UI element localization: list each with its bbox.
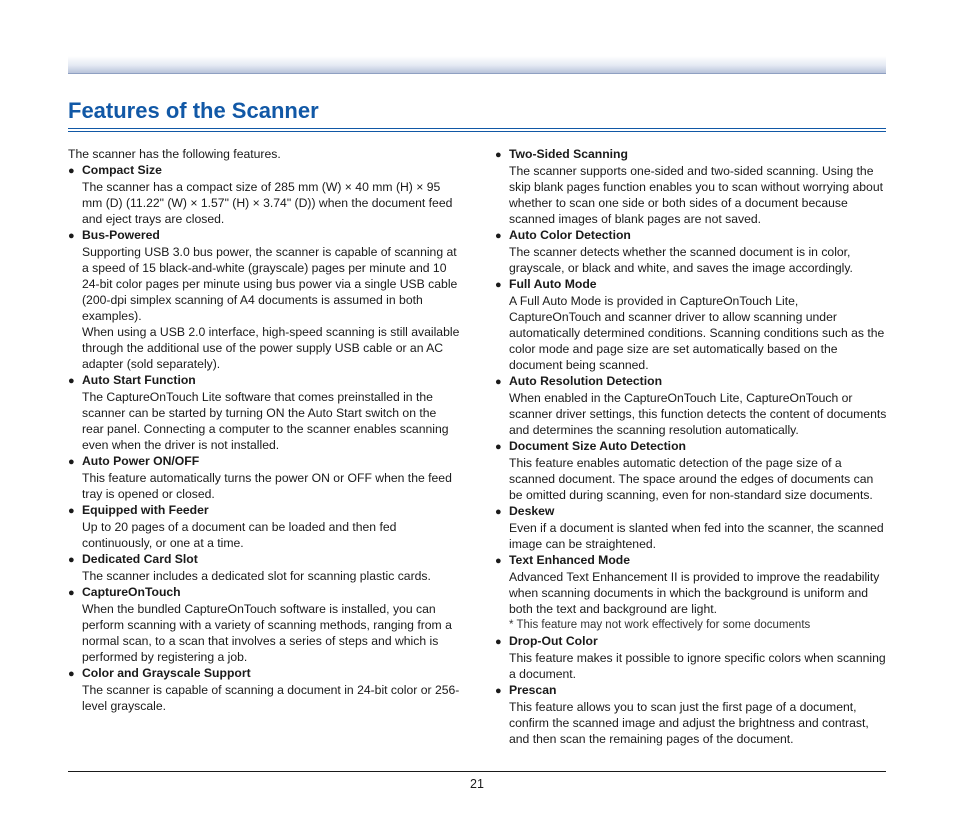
feature-paragraph: This feature enables automatic detection of the page size of a scanned document. The space around the edges of documents can be omitted during scanning, even for non-standard size documents. (509, 456, 874, 502)
title-rule (68, 128, 886, 129)
feature-paragraph: The scanner supports one-sided and two-sided scanning. Using the skip blank pages function enables you to scan without worrying about whether to scan one side or both sides of a document because scanned images of blank pages are not saved. (509, 164, 883, 226)
bullet-icon: ● (68, 587, 75, 599)
intro-text: The scanner has the following features. (68, 147, 281, 161)
feature-item (68, 227, 460, 372)
bullet-icon: ● (495, 506, 502, 518)
feature-heading (495, 633, 887, 650)
feature-item (68, 372, 460, 453)
feature-description (82, 682, 460, 714)
feature-paragraph: Up to 20 pages of a document can be loaded and then fed continuously, or one at a time. (82, 520, 397, 550)
feature-heading-label: Compact Size (82, 163, 162, 177)
feature-description (509, 293, 887, 373)
left-column (68, 146, 460, 714)
feature-item (495, 633, 887, 682)
page-title: Features of the Scanner (68, 98, 319, 123)
feature-item (495, 552, 887, 633)
feature-heading (68, 665, 460, 682)
feature-paragraph: The scanner includes a dedicated slot for scanning plastic cards. (82, 569, 431, 583)
feature-paragraph: Advanced Text Enhancement II is provided to improve the readability when scanning documents in which the background is uniform and both the text and background are light. (509, 570, 880, 616)
bullet-icon: ● (495, 376, 502, 388)
bullet-icon: ● (495, 441, 502, 453)
feature-paragraph: The scanner has a compact size of 285 mm (W) × 40 mm (H) × 95 mm (D) (11.22" (W) × 1.57" (H) × 3.74" (D)) when the document feed and eject trays are closed. (82, 180, 453, 226)
bullet-icon: ● (495, 230, 502, 242)
feature-item (495, 373, 887, 438)
feature-item (68, 453, 460, 502)
feature-description (82, 519, 460, 551)
feature-heading-label: Auto Power ON/OFF (82, 454, 200, 468)
feature-heading-label: Drop-Out Color (509, 634, 598, 648)
feature-item (495, 146, 887, 227)
feature-item (68, 162, 460, 227)
feature-heading (495, 227, 887, 244)
footer-rule (68, 771, 886, 772)
feature-item (495, 438, 887, 503)
bullet-icon: ● (495, 685, 502, 697)
header-band-line (68, 73, 886, 74)
feature-paragraph: When using a USB 2.0 interface, high-speed scanning is still available through the additional use of the power supply USB cable or an AC adapter (sold separately). (82, 325, 460, 371)
feature-description (82, 389, 460, 453)
feature-description (509, 244, 887, 276)
feature-paragraph: This feature automatically turns the power ON or OFF when the feed tray is opened or closed. (82, 471, 452, 501)
feature-paragraph: The scanner is capable of scanning a document in 24-bit color or 256-level grayscale. (82, 683, 460, 713)
feature-heading (68, 551, 460, 568)
feature-item (495, 503, 887, 552)
feature-item (495, 276, 887, 373)
feature-heading (495, 373, 887, 390)
feature-heading-label: Two-Sided Scanning (509, 147, 628, 161)
feature-heading-label: Text Enhanced Mode (509, 553, 630, 567)
feature-description (509, 650, 887, 682)
feature-paragraph: Even if a document is slanted when fed into the scanner, the scanned image can be straightened. (509, 521, 884, 551)
feature-heading-label: Equipped with Feeder (82, 503, 209, 517)
feature-heading-label: Auto Color Detection (509, 228, 631, 242)
feature-heading-label: CaptureOnTouch (82, 585, 181, 599)
page-number: 21 (470, 777, 484, 791)
feature-description (82, 244, 460, 372)
feature-heading (495, 276, 887, 293)
feature-heading (495, 682, 887, 699)
bullet-icon: ● (68, 554, 75, 566)
bullet-icon: ● (495, 149, 502, 161)
bullet-icon: ● (495, 555, 502, 567)
feature-heading (495, 438, 887, 455)
header-band (68, 56, 886, 73)
feature-heading (68, 227, 460, 244)
feature-note: * This feature may not work effectively for some documents (509, 619, 811, 631)
feature-heading-label: Auto Start Function (82, 373, 196, 387)
title-rule (68, 131, 886, 132)
feature-heading-label: Document Size Auto Detection (509, 439, 686, 453)
feature-heading-label: Color and Grayscale Support (82, 666, 251, 680)
feature-heading (495, 146, 887, 163)
feature-description (82, 470, 460, 502)
feature-heading (495, 503, 887, 520)
feature-heading (68, 584, 460, 601)
feature-heading-label: Deskew (509, 504, 555, 518)
feature-heading (68, 372, 460, 389)
feature-heading (68, 162, 460, 179)
feature-heading (495, 552, 887, 569)
feature-paragraph: A Full Auto Mode is provided in CaptureOnTouch Lite, CaptureOnTouch and scanner driver to allow scanning under automatically determined conditions. Scanning conditions such as the color mode and page size are set automatically based on the document being scanned. (509, 294, 885, 372)
bullet-icon: ● (68, 668, 75, 680)
feature-paragraph: The CaptureOnTouch Lite software that comes preinstalled in the scanner can be started by turning ON the Auto Start switch on the rear panel. Connecting a computer to the scanner enables scanning even when the driver is not installed. (82, 390, 449, 452)
feature-item (68, 502, 460, 551)
bullet-icon: ● (68, 375, 75, 387)
feature-description (82, 601, 460, 665)
feature-heading-label: Full Auto Mode (509, 277, 597, 291)
feature-heading (68, 502, 460, 519)
feature-heading-label: Bus-Powered (82, 228, 160, 242)
bullet-icon: ● (495, 279, 502, 291)
feature-description (82, 179, 460, 227)
bullet-icon: ● (68, 456, 75, 468)
feature-paragraph: When enabled in the CaptureOnTouch Lite, CaptureOnTouch or scanner driver settings, this function detects the content of documents and determines the scanning resolution automatically. (509, 391, 887, 437)
feature-heading-label: Dedicated Card Slot (82, 552, 198, 566)
feature-paragraph: The scanner detects whether the scanned document is in color, grayscale, or black and white, and saves the image accordingly. (509, 245, 853, 275)
feature-item (68, 551, 460, 584)
feature-paragraph: This feature makes it possible to ignore specific colors when scanning a document. (509, 651, 886, 681)
feature-list-right (495, 146, 887, 747)
bullet-icon: ● (495, 636, 502, 648)
feature-description (509, 455, 887, 503)
bullet-icon: ● (68, 230, 75, 242)
feature-description (509, 163, 887, 227)
feature-description (82, 568, 460, 584)
feature-description (509, 699, 887, 747)
feature-heading-label: Auto Resolution Detection (509, 374, 663, 388)
feature-item (495, 682, 887, 747)
bullet-icon: ● (68, 505, 75, 517)
feature-heading-label: Prescan (509, 683, 557, 697)
right-column (495, 146, 887, 747)
feature-paragraph: When the bundled CaptureOnTouch software is installed, you can perform scanning with a variety of scanning methods, ranging from a normal scan, to a scan that involves a series of steps and which is performed by registering a job. (82, 602, 452, 664)
feature-description (509, 569, 887, 617)
feature-paragraph: Supporting USB 3.0 bus power, the scanner is capable of scanning at a speed of 15 black-and-white (grayscale) pages per minute and 10 24-bit color pages per minute using bus power via a single USB cable (200-dpi simplex scanning of A4 documents is assumed in both examples). (82, 245, 458, 323)
feature-item (68, 584, 460, 665)
feature-item (495, 227, 887, 276)
feature-list-left (68, 162, 460, 714)
feature-item (68, 665, 460, 714)
feature-heading (68, 453, 460, 470)
feature-description (509, 520, 887, 552)
feature-paragraph: This feature allows you to scan just the first page of a document, confirm the scanned image and adjust the brightness and contrast, and then scan the remaining pages of the document. (509, 700, 869, 746)
feature-description (509, 390, 887, 438)
bullet-icon: ● (68, 165, 75, 177)
